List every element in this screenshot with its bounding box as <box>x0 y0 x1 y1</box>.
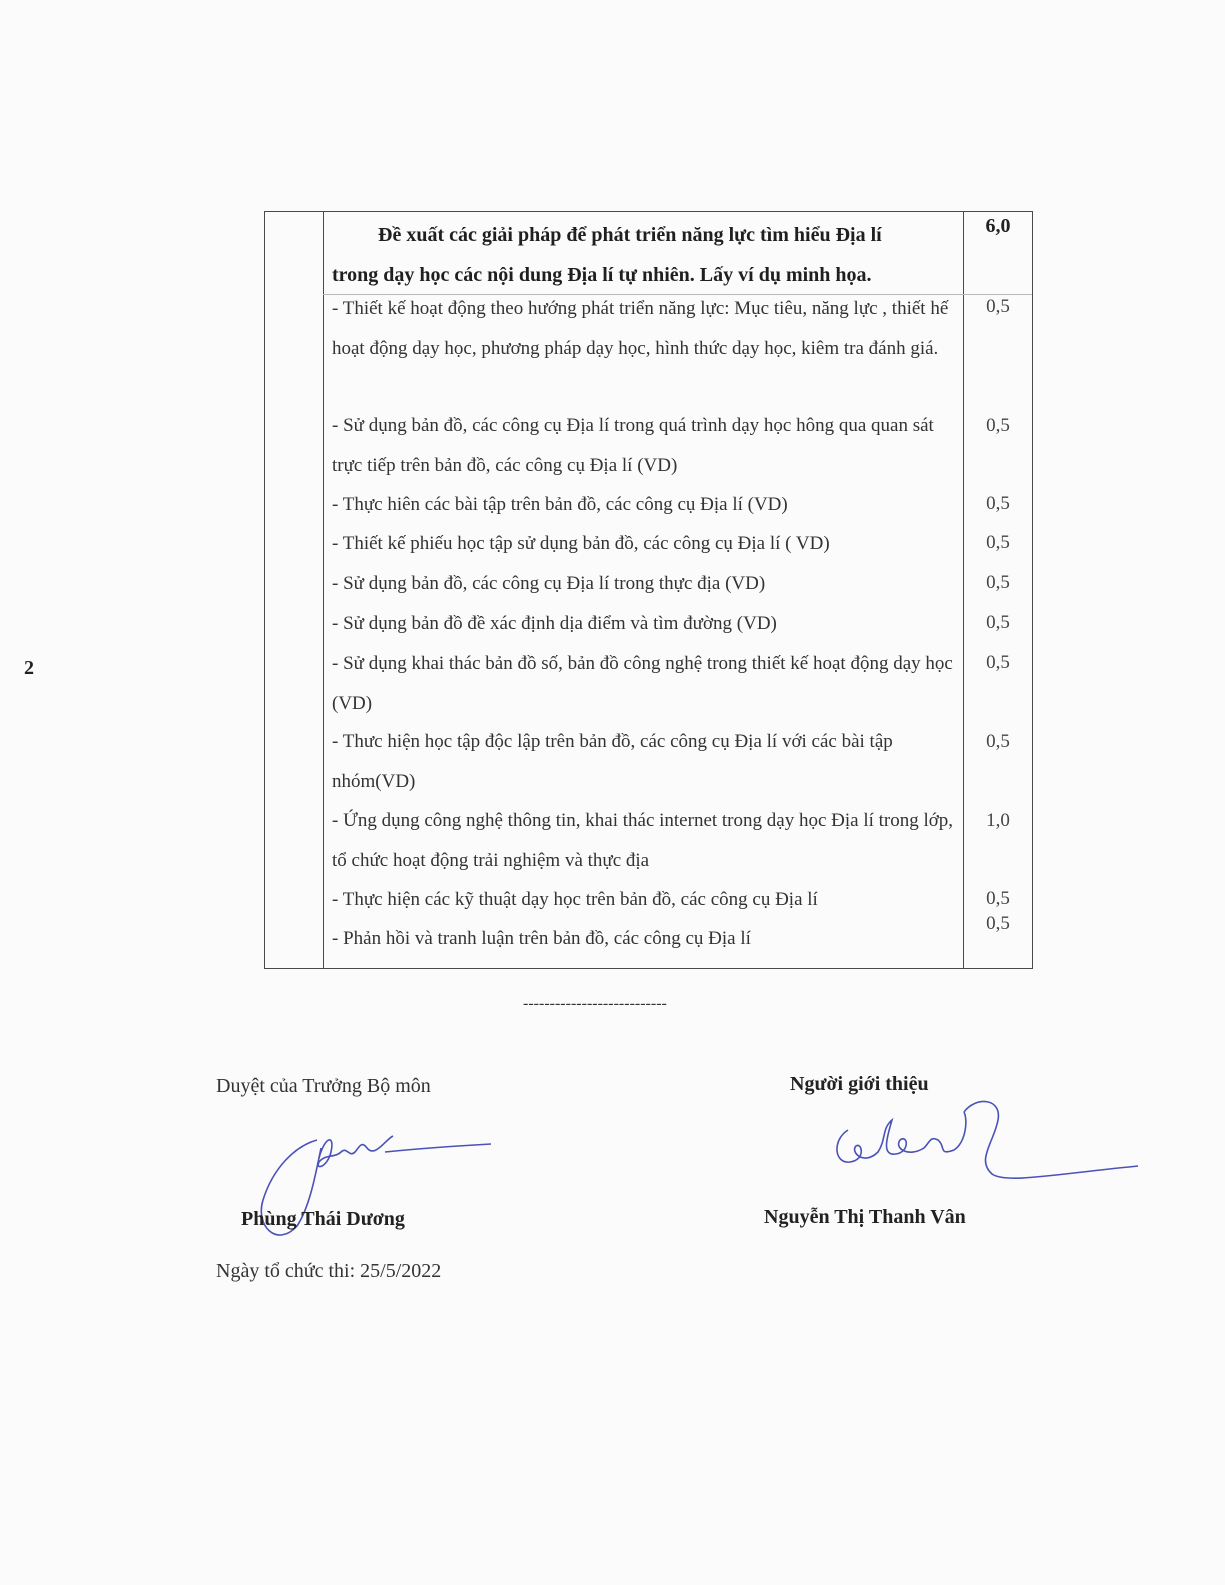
criterion-score: 0,5 <box>986 888 1010 909</box>
criterion-score: 0,5 <box>986 415 1010 436</box>
question-total-score: 6,0 <box>985 215 1011 237</box>
criterion-text: - Sử dụng bản đồ, các công cụ Địa lí trong quá trình dạy học hông qua quan sát trực tiếp trên bản đồ, các công cụ Địa lí (VD) <box>332 415 934 476</box>
approval-label: Duyệt của Trưởng Bộ môn <box>216 1075 431 1097</box>
column-divider <box>323 212 324 968</box>
question-title-line-2: trong dạy học các nội dung Địa lí tự nhiên. Lấy ví dụ minh họa. <box>332 264 872 286</box>
introducer-signature <box>826 1090 1142 1190</box>
question-title-line-1: Đề xuất các giải pháp để phát triển năng lực tìm hiểu Địa lí <box>378 224 882 246</box>
criterion-score: 0,5 <box>986 913 1010 934</box>
criterion-score: 0,5 <box>986 652 1010 673</box>
criterion-text: - Phản hồi và tranh luận trên bản đồ, các công cụ Địa lí <box>332 928 751 949</box>
criterion-score: 0,5 <box>986 296 1010 317</box>
criterion-text: - Thực hiện các kỹ thuật dạy học trên bản đồ, các công cụ Địa lí <box>332 889 818 910</box>
criterion-text: - Sử dụng bản đồ đề xác định dịa điểm và tìm đường (VD) <box>332 613 777 634</box>
criterion-text: - Sử dụng khai thác bản đồ số, bản đồ công nghệ trong thiết kế hoạt động dạy học (VD) <box>332 653 953 714</box>
section-divider: --------------------------- <box>523 995 667 1012</box>
criterion-score: 0,5 <box>986 572 1010 593</box>
criterion-text: - Sử dụng bản đồ, các công cụ Địa lí trong thực địa (VD) <box>332 573 766 594</box>
approver-name: Phùng Thái Dương <box>241 1208 405 1230</box>
question-title <box>332 215 957 295</box>
question-number: 2 <box>24 657 34 679</box>
criterion-score: 0,5 <box>986 532 1010 553</box>
criterion-text: - Ứng dụng công nghệ thông tin, khai thác internet trong dạy học Địa lí trong lớp, tổ chức hoạt động trải nghiệm và thực địa <box>332 810 954 871</box>
criterion-text: - Thiết kế phiếu học tập sử dụng bản đồ, các công cụ Địa lí ( VD) <box>332 533 830 554</box>
criterion-score: 0,5 <box>986 493 1010 514</box>
criterion-score: 1,0 <box>986 810 1010 831</box>
criterion-text: - Thưc hiện học tập độc lập trên bản đồ, các công cụ Địa lí với các bài tập nhóm(VD) <box>332 731 893 792</box>
criterion-text: - Thực hiên các bài tập trên bản đồ, các công cụ Địa lí (VD) <box>332 494 788 515</box>
introducer-label: Người giới thiệu <box>790 1073 929 1095</box>
criterion-score: 0,5 <box>986 612 1010 633</box>
exam-date: Ngày tổ chức thi: 25/5/2022 <box>216 1260 442 1282</box>
introducer-name: Nguyễn Thị Thanh Vân <box>764 1206 966 1228</box>
criterion-score: 0,5 <box>986 731 1010 752</box>
criterion-text: - Thiết kế hoạt động theo hướng phát triển năng lực: Mục tiêu, năng lực , thiết hế hoạt động dạy học, phương pháp dạy học, hình thức dạy học, kiêm tra đánh giá. <box>332 298 949 359</box>
